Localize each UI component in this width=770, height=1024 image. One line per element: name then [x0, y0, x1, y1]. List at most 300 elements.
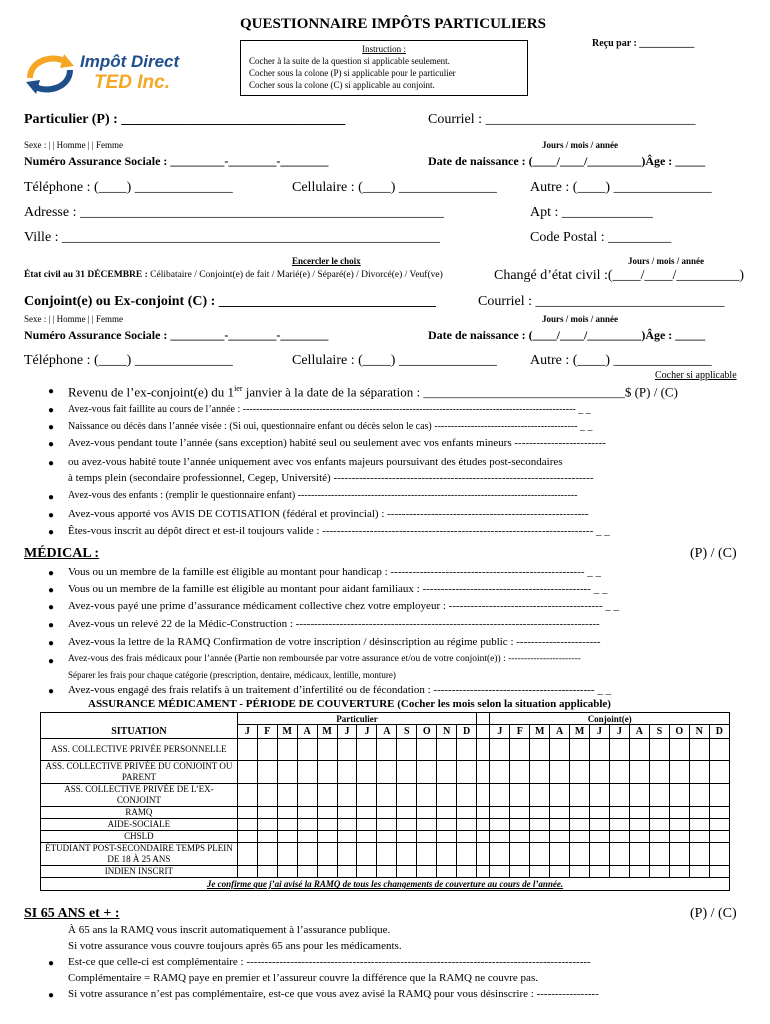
month-checkbox-cell[interactable]: [709, 807, 729, 819]
month-checkbox-cell[interactable]: [689, 843, 709, 866]
month-checkbox-cell[interactable]: [689, 739, 709, 761]
month-feb-c: F: [510, 725, 530, 739]
month-checkbox-cell[interactable]: [610, 761, 630, 784]
question-enfants-majeurs[interactable]: ou avez-vous habité toute l’année uniquement avec vos enfants majeurs poursuivant des études post-secondaires: [68, 456, 563, 468]
senior-desinscrire[interactable]: Si votre assurance n’est pas complémentaire, est-ce que vous avez avisé la RAMQ pour vous désinscrire : -----------------: [68, 988, 599, 1000]
month-checkbox-cell[interactable]: [610, 784, 630, 807]
month-checkbox-cell[interactable]: [629, 843, 649, 866]
month-checkbox-cell[interactable]: [629, 866, 649, 878]
month-apr-c: A: [550, 725, 570, 739]
month-mar-p: M: [277, 725, 297, 739]
month-checkbox-cell[interactable]: [257, 866, 277, 878]
month-checkbox-cell[interactable]: [337, 761, 357, 784]
month-checkbox-cell[interactable]: [457, 739, 477, 761]
conjoint-jma: Jours / mois / année: [542, 314, 619, 324]
month-checkbox-cell[interactable]: [669, 761, 689, 784]
month-checkbox-cell[interactable]: [457, 819, 477, 831]
month-checkbox-cell[interactable]: [297, 866, 317, 878]
month-checkbox-cell[interactable]: [709, 831, 729, 843]
bullet-icon: ●: [48, 686, 55, 697]
table-gap: [477, 866, 490, 878]
month-checkbox-cell[interactable]: [570, 761, 590, 784]
month-checkbox-cell[interactable]: [590, 739, 610, 761]
month-checkbox-cell[interactable]: [590, 761, 610, 784]
table-row: [41, 739, 730, 761]
month-checkbox-cell[interactable]: [649, 866, 669, 878]
month-checkbox-cell[interactable]: [257, 761, 277, 784]
month-checkbox-cell[interactable]: [397, 739, 417, 761]
month-checkbox-cell[interactable]: [510, 807, 530, 819]
month-checkbox-cell[interactable]: [337, 739, 357, 761]
cocher-si-applicable: Cocher si applicable: [655, 370, 737, 381]
month-checkbox-cell[interactable]: [629, 784, 649, 807]
conjoint-header: Conjoint(e): [490, 713, 730, 725]
conjoint-courriel[interactable]: Courriel : ___________________________: [478, 294, 725, 309]
month-checkbox-cell[interactable]: [237, 761, 257, 784]
bullet-icon: ●: [48, 602, 55, 613]
month-checkbox-cell[interactable]: [277, 761, 297, 784]
month-checkbox-cell[interactable]: [357, 784, 377, 807]
particulier-adresse[interactable]: Adresse : ____________________________________________________: [24, 205, 444, 220]
month-checkbox-cell[interactable]: [257, 843, 277, 866]
month-checkbox-cell[interactable]: [417, 819, 437, 831]
month-checkbox-cell[interactable]: [417, 831, 437, 843]
month-checkbox-cell[interactable]: [709, 843, 729, 866]
etat-civil-options[interactable]: Célibataire / Conjoint(e) de fait / Marié(e) / Séparé(e) / Divorcé(e) / Veuf(ve): [150, 270, 443, 280]
month-checkbox-cell[interactable]: [590, 819, 610, 831]
bullet-icon: ●: [48, 656, 55, 667]
table-row: [41, 807, 730, 819]
month-jun-p: J: [337, 725, 357, 739]
month-checkbox-cell[interactable]: [237, 843, 257, 866]
month-checkbox-cell[interactable]: [337, 831, 357, 843]
particulier-apt[interactable]: Apt : _____________: [530, 205, 653, 220]
month-checkbox-cell[interactable]: [317, 807, 337, 819]
month-checkbox-cell[interactable]: [257, 784, 277, 807]
month-checkbox-cell[interactable]: [530, 739, 550, 761]
month-checkbox-cell[interactable]: [357, 739, 377, 761]
conjoint-nas[interactable]: Numéro Assurance Sociale : _________-________-________: [24, 328, 329, 342]
month-checkbox-cell[interactable]: [530, 807, 550, 819]
month-checkbox-cell[interactable]: [490, 843, 510, 866]
month-checkbox-cell[interactable]: [550, 831, 570, 843]
conjoint-telephone[interactable]: Téléphone : (____) ______________: [24, 353, 233, 368]
particulier-naissance[interactable]: Date de naissance : (____/____/_________)Âge : _____: [428, 154, 706, 168]
etat-civil-label: État civil au 31 DÉCEMBRE :: [24, 270, 148, 280]
month-checkbox-cell[interactable]: [669, 739, 689, 761]
month-checkbox-cell[interactable]: [377, 739, 397, 761]
month-checkbox-cell[interactable]: [457, 843, 477, 866]
particulier-code-postal[interactable]: Code Postal : _________: [530, 230, 672, 245]
senior-complementaire[interactable]: Est-ce que celle-ci est complémentaire : ----------------------------------------------------------------------------------------------: [68, 956, 591, 968]
month-checkbox-cell[interactable]: [570, 831, 590, 843]
question-enfants-majeurs-cont: à temps plein (secondaire professionnel, Cegep, Université) -----------------------------------------------------------------------: [68, 472, 594, 484]
change-etat-civil[interactable]: Changé d’état civil :(____/____/_________): [494, 268, 745, 283]
month-checkbox-cell[interactable]: [417, 784, 437, 807]
medical-aidant[interactable]: Vous ou un membre de la famille est éligible au montant pour aidant familiaux : ---------------------------------------------- _ _: [68, 583, 608, 595]
month-checkbox-cell[interactable]: [490, 819, 510, 831]
month-checkbox-cell[interactable]: [237, 831, 257, 843]
situation-cell: INDIEN INSCRIT: [41, 866, 238, 878]
conjoint-sexe[interactable]: Sexe : | | Homme | | Femme: [24, 314, 123, 324]
month-may-c: M: [570, 725, 590, 739]
month-checkbox-cell[interactable]: [570, 739, 590, 761]
logo-arrows-icon: [24, 48, 76, 98]
month-checkbox-cell[interactable]: [550, 807, 570, 819]
month-checkbox-cell[interactable]: [317, 819, 337, 831]
particulier-cellulaire[interactable]: Cellulaire : (____) ______________: [292, 180, 497, 195]
month-feb-p: F: [257, 725, 277, 739]
month-checkbox-cell[interactable]: [510, 819, 530, 831]
couverture-title: ASSURANCE MÉDICAMENT - PÉRIODE DE COUVERTURE (Cocher les mois selon la situation applicable): [88, 698, 611, 710]
month-checkbox-cell[interactable]: [629, 761, 649, 784]
month-checkbox-cell[interactable]: [550, 739, 570, 761]
month-checkbox-cell[interactable]: [510, 866, 530, 878]
month-checkbox-cell[interactable]: [457, 831, 477, 843]
superscript: ier: [234, 384, 243, 393]
month-checkbox-cell[interactable]: [550, 784, 570, 807]
month-checkbox-cell[interactable]: [610, 819, 630, 831]
question-enfants[interactable]: Avez-vous des enfants : (remplir le questionnaire enfant) ------------------------------------------------------------------------------------: [68, 490, 578, 501]
bullet-icon: ●: [48, 386, 55, 397]
table-gap: [477, 831, 490, 843]
conjoint-label[interactable]: Conjoint(e) ou Ex-conjoint (C) : _______________________________: [24, 294, 436, 309]
conjoint-autre[interactable]: Autre : (____) ______________: [530, 353, 712, 368]
month-checkbox-cell[interactable]: [510, 739, 530, 761]
senior-line-2: Si votre assurance vous couvre toujours après 65 ans pour les médicaments.: [68, 940, 402, 952]
month-nov-c: N: [689, 725, 709, 739]
month-checkbox-cell[interactable]: [437, 866, 457, 878]
month-checkbox-cell[interactable]: [297, 784, 317, 807]
particulier-courriel[interactable]: Courriel : ______________________________: [428, 112, 696, 127]
month-checkbox-cell[interactable]: [550, 761, 570, 784]
month-checkbox-cell[interactable]: [237, 739, 257, 761]
month-checkbox-cell[interactable]: [570, 807, 590, 819]
table-row: [41, 843, 730, 866]
month-checkbox-cell[interactable]: [417, 807, 437, 819]
month-checkbox-cell[interactable]: [689, 761, 709, 784]
medical-handicap[interactable]: Vous ou un membre de la famille est éligible au montant pour handicap : ----------------------------------------------------- _ _: [68, 566, 602, 578]
month-checkbox-cell[interactable]: [649, 831, 669, 843]
month-checkbox-cell[interactable]: [550, 843, 570, 866]
month-checkbox-cell[interactable]: [357, 831, 377, 843]
month-checkbox-cell[interactable]: [317, 784, 337, 807]
month-jan-p: J: [237, 725, 257, 739]
month-checkbox-cell[interactable]: [437, 761, 457, 784]
month-jul-c: J: [610, 725, 630, 739]
month-checkbox-cell[interactable]: [550, 866, 570, 878]
month-checkbox-cell[interactable]: [337, 784, 357, 807]
bullet-icon: ●: [48, 527, 55, 538]
recu-par: Reçu par : ___________: [592, 38, 695, 49]
particulier-autre[interactable]: Autre : (____) ______________: [530, 180, 712, 195]
month-checkbox-cell[interactable]: [257, 739, 277, 761]
month-checkbox-cell[interactable]: [357, 819, 377, 831]
month-checkbox-cell[interactable]: [377, 807, 397, 819]
month-sep-c: S: [649, 725, 669, 739]
month-checkbox-cell[interactable]: [530, 784, 550, 807]
month-checkbox-cell[interactable]: [649, 807, 669, 819]
month-checkbox-cell[interactable]: [457, 807, 477, 819]
month-checkbox-cell[interactable]: [437, 831, 457, 843]
month-header-row: [41, 725, 730, 739]
bullet-icon: ●: [48, 990, 55, 1001]
month-checkbox-cell[interactable]: [437, 819, 457, 831]
month-checkbox-cell[interactable]: [689, 866, 709, 878]
month-checkbox-cell[interactable]: [237, 784, 257, 807]
conjoint-cellulaire[interactable]: Cellulaire : (____) ______________: [292, 353, 497, 368]
month-checkbox-cell[interactable]: [510, 761, 530, 784]
month-aug-c: A: [629, 725, 649, 739]
table-gap: [477, 784, 490, 807]
month-checkbox-cell[interactable]: [397, 819, 417, 831]
medical-lettre-ramq[interactable]: Avez-vous la lettre de la RAMQ Confirmation de votre inscription / désinscription au régime public : -----------------------: [68, 636, 601, 648]
month-checkbox-cell[interactable]: [277, 819, 297, 831]
month-checkbox-cell[interactable]: [570, 843, 590, 866]
table-row: [41, 866, 730, 878]
table-gap: [477, 843, 490, 866]
month-checkbox-cell[interactable]: [297, 831, 317, 843]
particulier-nas[interactable]: Numéro Assurance Sociale : _________-________-________: [24, 154, 329, 168]
month-checkbox-cell[interactable]: [510, 784, 530, 807]
month-checkbox-cell[interactable]: [570, 819, 590, 831]
month-checkbox-cell[interactable]: [237, 819, 257, 831]
medical-releve-22[interactable]: Avez-vous un relevé 22 de la Médic-Construction : -----------------------------------------------------------------------------------: [68, 618, 600, 630]
month-checkbox-cell[interactable]: [709, 866, 729, 878]
month-checkbox-cell[interactable]: [590, 831, 610, 843]
instruction-line: Cocher à la suite de la question si applicable seulement.: [249, 56, 450, 66]
month-jun-c: J: [590, 725, 610, 739]
month-checkbox-cell[interactable]: [377, 843, 397, 866]
month-checkbox-cell[interactable]: [377, 831, 397, 843]
situation-cell: CHSLD: [41, 831, 238, 843]
month-checkbox-cell[interactable]: [590, 843, 610, 866]
instruction-line: Cocher sous la colone (P) si applicable pour le particulier: [249, 68, 456, 78]
month-checkbox-cell[interactable]: [709, 784, 729, 807]
month-checkbox-cell[interactable]: [550, 819, 570, 831]
month-checkbox-cell[interactable]: [437, 843, 457, 866]
month-checkbox-cell[interactable]: [490, 831, 510, 843]
month-checkbox-cell[interactable]: [649, 843, 669, 866]
month-checkbox-cell[interactable]: [417, 761, 437, 784]
question-revenu-ex-conjoint[interactable]: [68, 384, 678, 400]
conjoint-naissance[interactable]: Date de naissance : (____/____/_________)Âge : _____: [428, 328, 706, 342]
medical-separer: Séparer les frais pour chaque catégorie (prescription, dentaire, médicaux, lentille, monture): [68, 670, 396, 680]
month-checkbox-cell[interactable]: [317, 739, 337, 761]
month-checkbox-cell[interactable]: [277, 843, 297, 866]
table-gap: [477, 761, 490, 784]
table-corner: [41, 713, 238, 725]
month-checkbox-cell[interactable]: [669, 843, 689, 866]
month-checkbox-cell[interactable]: [669, 866, 689, 878]
month-checkbox-cell[interactable]: [357, 866, 377, 878]
month-checkbox-cell[interactable]: [610, 831, 630, 843]
month-checkbox-cell[interactable]: [490, 784, 510, 807]
month-checkbox-cell[interactable]: [490, 739, 510, 761]
bullet-icon: ●: [48, 458, 55, 469]
medical-pc: (P) / (C): [690, 546, 737, 561]
month-checkbox-cell[interactable]: [357, 807, 377, 819]
month-checkbox-cell[interactable]: [417, 739, 437, 761]
month-checkbox-cell[interactable]: [317, 843, 337, 866]
couverture-table: [40, 712, 730, 891]
page-title: QUESTIONNAIRE IMPÔTS PARTICULIERS: [240, 16, 546, 32]
month-checkbox-cell[interactable]: [437, 784, 457, 807]
month-checkbox-cell[interactable]: [337, 843, 357, 866]
month-checkbox-cell[interactable]: [510, 831, 530, 843]
month-checkbox-cell[interactable]: [649, 784, 669, 807]
month-checkbox-cell[interactable]: [277, 831, 297, 843]
month-checkbox-cell[interactable]: [277, 807, 297, 819]
bullet-icon: ●: [48, 585, 55, 596]
month-checkbox-cell[interactable]: [610, 866, 630, 878]
month-checkbox-cell[interactable]: [357, 843, 377, 866]
month-checkbox-cell[interactable]: [377, 819, 397, 831]
month-may-p: M: [317, 725, 337, 739]
month-checkbox-cell[interactable]: [417, 843, 437, 866]
month-checkbox-cell[interactable]: [590, 866, 610, 878]
medical-infertilite[interactable]: Avez-vous engagé des frais relatifs à un traitement d’infertilité ou de fécondation : -------------------------------------------- _ _: [68, 684, 612, 696]
month-checkbox-cell[interactable]: [337, 866, 357, 878]
month-checkbox-cell[interactable]: [297, 739, 317, 761]
month-checkbox-cell[interactable]: [510, 843, 530, 866]
month-checkbox-cell[interactable]: [297, 761, 317, 784]
month-checkbox-cell[interactable]: [689, 784, 709, 807]
month-checkbox-cell[interactable]: [530, 831, 550, 843]
logo-text-line2: TED Inc.: [94, 72, 171, 93]
month-checkbox-cell[interactable]: [490, 866, 510, 878]
month-checkbox-cell[interactable]: [709, 819, 729, 831]
month-checkbox-cell[interactable]: [277, 739, 297, 761]
month-checkbox-cell[interactable]: [377, 866, 397, 878]
month-checkbox-cell[interactable]: [669, 831, 689, 843]
month-checkbox-cell[interactable]: [317, 831, 337, 843]
month-apr-p: A: [297, 725, 317, 739]
month-checkbox-cell[interactable]: [709, 761, 729, 784]
month-checkbox-cell[interactable]: [317, 866, 337, 878]
month-checkbox-cell[interactable]: [490, 761, 510, 784]
question-depot-direct[interactable]: Êtes-vous inscrit au dépôt direct et est-il toujours valide : -------------------------------------------------------------------------- _ _: [68, 525, 610, 537]
month-checkbox-cell[interactable]: [397, 866, 417, 878]
month-aug-p: A: [377, 725, 397, 739]
month-checkbox-cell[interactable]: [297, 819, 317, 831]
month-checkbox-cell[interactable]: [629, 807, 649, 819]
month-checkbox-cell[interactable]: [669, 819, 689, 831]
month-checkbox-cell[interactable]: [237, 866, 257, 878]
question-faillite[interactable]: Avez-vous fait faillite au cours de l’année : ---------------------------------------------------------------------------------------------------- _ _: [68, 404, 591, 415]
month-checkbox-cell[interactable]: [237, 807, 257, 819]
month-checkbox-cell[interactable]: [397, 807, 417, 819]
particulier-telephone[interactable]: Téléphone : (____) ______________: [24, 180, 233, 195]
month-checkbox-cell[interactable]: [490, 807, 510, 819]
month-checkbox-cell[interactable]: [530, 843, 550, 866]
particulier-sexe[interactable]: Sexe : | | Homme | | Femme: [24, 140, 123, 150]
table-gap: [477, 713, 490, 725]
month-checkbox-cell[interactable]: [417, 866, 437, 878]
month-checkbox-cell[interactable]: [610, 739, 630, 761]
month-checkbox-cell[interactable]: [649, 761, 669, 784]
medical-prime[interactable]: Avez-vous payé une prime d’assurance médicament collective chez votre employeur : ------------------------------------------ _ _: [68, 600, 620, 612]
senior-line-1: À 65 ans la RAMQ vous inscrit automatiquement à l’assurance publique.: [68, 924, 391, 936]
month-checkbox-cell[interactable]: [689, 831, 709, 843]
month-checkbox-cell[interactable]: [590, 784, 610, 807]
month-checkbox-cell[interactable]: [397, 761, 417, 784]
month-checkbox-cell[interactable]: [689, 819, 709, 831]
month-checkbox-cell[interactable]: [669, 807, 689, 819]
month-checkbox-cell[interactable]: [689, 807, 709, 819]
month-checkbox-cell[interactable]: [297, 807, 317, 819]
month-checkbox-cell[interactable]: [277, 784, 297, 807]
bullet-icon: ●: [48, 510, 55, 521]
month-checkbox-cell[interactable]: [570, 866, 590, 878]
month-checkbox-cell[interactable]: [610, 843, 630, 866]
month-checkbox-cell[interactable]: [297, 843, 317, 866]
question-text-cont: janvier à la date de la séparation : _______________________________$ (P) / (C): [242, 384, 678, 400]
couverture-footer: Je confirme que j’ai avisé la RAMQ de tous les changements de couverture au cours de l’année.: [41, 878, 730, 891]
month-checkbox-cell[interactable]: [337, 819, 357, 831]
month-checkbox-cell[interactable]: [570, 784, 590, 807]
month-checkbox-cell[interactable]: [457, 784, 477, 807]
medical-frais[interactable]: Avez-vous des frais médicaux pour l’année (Partie non remboursée par votre assurance et/ou de votre conjoint(e)) : -----------------------: [68, 654, 581, 664]
question-naissance-deces[interactable]: Naissance ou décès dans l’année visée : (Si oui, questionnaire enfant ou décès selon le cas) ------------------------------------------- _ _: [68, 421, 593, 432]
month-checkbox-cell[interactable]: [457, 866, 477, 878]
month-checkbox-cell[interactable]: [337, 807, 357, 819]
bullet-icon: ●: [48, 405, 55, 416]
bullet-icon: ●: [48, 568, 55, 579]
senior-line-4: Complémentaire = RAMQ paye en premier et l’assureur couvre la différence que la RAMQ ne couvre pas.: [68, 972, 538, 984]
month-checkbox-cell[interactable]: [277, 866, 297, 878]
month-checkbox-cell[interactable]: [669, 784, 689, 807]
question-avis-cotisation[interactable]: Avez-vous apporté vos AVIS DE COTISATION (fédéral et provincial) : -------------------------------------------------------: [68, 508, 589, 520]
month-checkbox-cell[interactable]: [357, 761, 377, 784]
month-checkbox-cell[interactable]: [377, 784, 397, 807]
month-checkbox-cell[interactable]: [257, 831, 277, 843]
month-checkbox-cell[interactable]: [397, 784, 417, 807]
month-checkbox-cell[interactable]: [397, 843, 417, 866]
month-checkbox-cell[interactable]: [629, 831, 649, 843]
month-checkbox-cell[interactable]: [629, 819, 649, 831]
month-checkbox-cell[interactable]: [649, 739, 669, 761]
month-dec-c: D: [709, 725, 729, 739]
month-checkbox-cell[interactable]: [530, 819, 550, 831]
month-jul-p: J: [357, 725, 377, 739]
month-checkbox-cell[interactable]: [257, 819, 277, 831]
month-checkbox-cell[interactable]: [590, 807, 610, 819]
particulier-ville[interactable]: Ville : ______________________________________________________: [24, 230, 441, 245]
month-checkbox-cell[interactable]: [437, 807, 457, 819]
particulier-label[interactable]: Particulier (P) : ________________________________: [24, 112, 346, 127]
etat-civil-row: [24, 270, 443, 280]
month-checkbox-cell[interactable]: [377, 761, 397, 784]
table-gap: [477, 725, 490, 739]
month-mar-c: M: [530, 725, 550, 739]
month-checkbox-cell[interactable]: [629, 739, 649, 761]
month-checkbox-cell[interactable]: [257, 807, 277, 819]
month-checkbox-cell[interactable]: [709, 739, 729, 761]
senior-pc: (P) / (C): [690, 906, 737, 921]
month-checkbox-cell[interactable]: [457, 761, 477, 784]
medical-heading: MÉDICAL :: [24, 546, 100, 561]
month-checkbox-cell[interactable]: [397, 831, 417, 843]
question-habite-seul[interactable]: Avez-vous pendant toute l’année (sans exception) habité seul ou seulement avec vos enfants mineurs -------------------------: [68, 437, 606, 449]
month-checkbox-cell[interactable]: [649, 819, 669, 831]
month-checkbox-cell[interactable]: [530, 866, 550, 878]
month-checkbox-cell[interactable]: [610, 807, 630, 819]
situation-header: SITUATION: [41, 725, 238, 739]
month-checkbox-cell[interactable]: [317, 761, 337, 784]
month-checkbox-cell[interactable]: [437, 739, 457, 761]
month-checkbox-cell[interactable]: [530, 761, 550, 784]
